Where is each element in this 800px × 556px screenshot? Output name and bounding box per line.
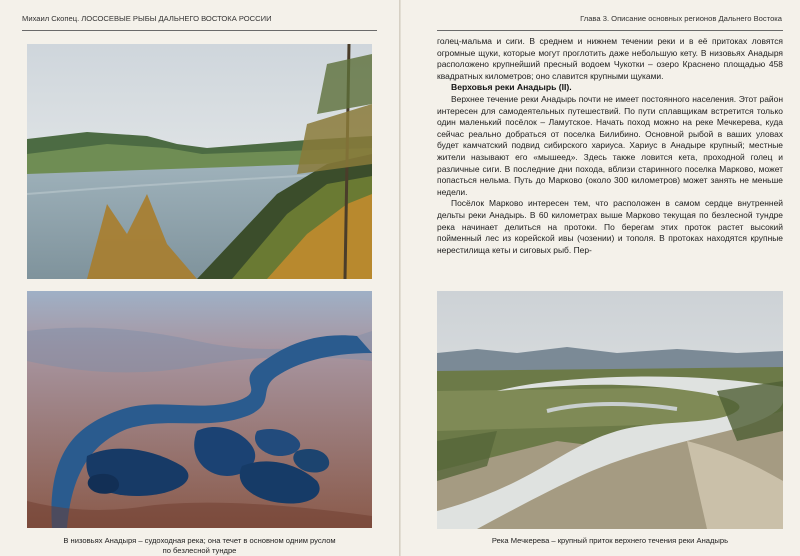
aerial-river-delta-illustration [27,291,372,528]
paragraph-1: голец-мальма и сиги. В среднем и нижнем течении реки и в её притоках ловятся огромные щуки, которые могут проглотить даже небольшую кету. В низовьях Анадыря расположено крупнейший пресный водоем Чукотки – озеро Красненo площадью 458 квадратных километров; оно славится крупными щуками. [437,36,783,81]
aerial-river-delta-photo [27,291,372,528]
caption-line-2: по безлесной тундре [162,546,237,555]
braided-river-photo [437,291,783,529]
right-page [401,0,800,556]
photo-caption-left [27,536,372,556]
article-body [437,36,783,256]
running-header-right: Глава 3. Описание основных регионов Дальнего Востока [580,14,782,23]
paragraph-2: Верхнее течение реки Анадырь почти не имеет постоянного населения. Этот район интересен для самодеятельных путешествий. По пути сплавщикам встретится только один маленький посёлок – Ламутское. Начать поход можно на реке Мечкерева, куда сейчас реально добраться от поселка Билибино. Основной рыбой в ваших уловах будет камчатский подвид сибирского хариуса. Хариус в Анадыре крупный; местные жители называют его «мышеед». Здесь также ловится кета, проходной голец и различные сиги. В последние дни похода, вблизи старинного поселка Марково, может попасться нельма. Путь до Марково (около 300 километров) может занять не меньше недели. [437,93,783,197]
caption-line-1: В низовьях Анадыря – судоходная река; она течет в основном одним руслом [63,536,336,545]
braided-river-illustration [437,291,783,529]
header-rule-right [437,30,783,31]
photo-caption-right: Река Мечкерева – крупный приток верхнего течения реки Анадырь [491,536,729,545]
running-header-left: Михаил Скопец. ЛОСОСЕВЫЕ РЫБЫ ДАЛЬНЕГО ВОСТОКА РОССИИ [22,14,272,23]
river-landscape-photo [27,44,372,279]
section-heading: Верховья реки Анадырь (II). [451,82,572,93]
paragraph-3: Посёлок Марково интересен тем, что расположен в самом сердце внутренней дельты реки Анадырь. В 60 километрах выше Марково текущая по безлесной тундре река начинает делиться на протоки. По берегам этих проток растет высокий пойменный лес из корейской ивы (чозении) и тополя. В протоках находятся крупные нерестилища кеты и сиговых рыб. Пер- [437,198,783,255]
header-rule-left [22,30,377,31]
left-page [0,0,399,556]
river-landscape-illustration [27,44,372,279]
